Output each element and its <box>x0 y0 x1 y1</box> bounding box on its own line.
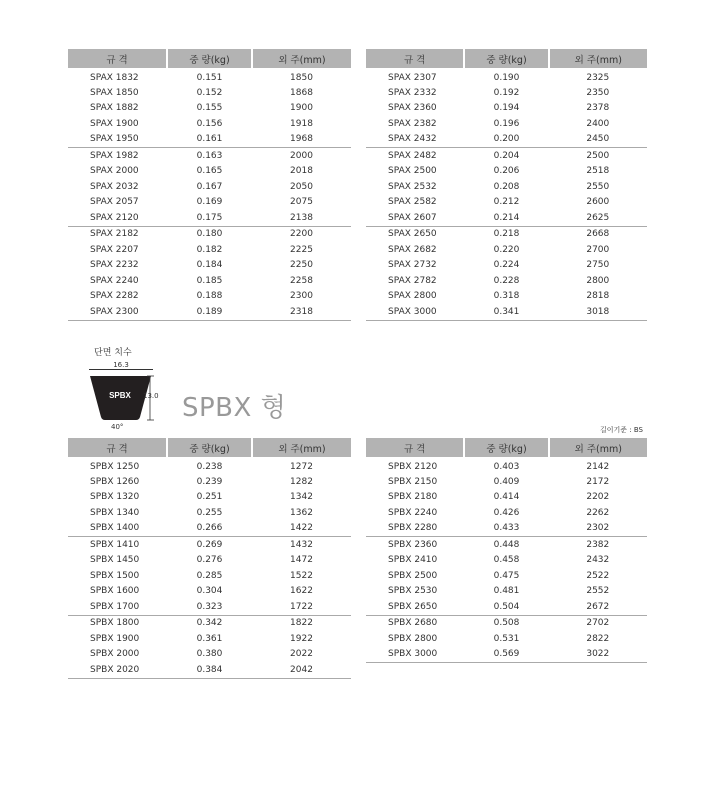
table-row <box>68 631 351 647</box>
table-row <box>366 116 647 132</box>
cell-spec: SPAX 2120 <box>68 210 167 226</box>
spax-table-left <box>68 49 351 321</box>
cell-circumference: 2200 <box>290 229 313 240</box>
cell-weight: 0.163 <box>196 150 223 161</box>
cell-weight: 0.448 <box>493 539 520 550</box>
cell-weight: 0.239 <box>196 476 223 487</box>
cell-weight: 0.161 <box>167 132 252 148</box>
cell-spec: SPAX 1950 <box>68 132 167 148</box>
cell-circumference: 2350 <box>586 87 610 98</box>
cell-circumference: 2050 <box>290 181 313 192</box>
dimension-width-line <box>89 369 153 370</box>
table-row <box>68 68 351 85</box>
cell-circumference: 2378 <box>586 103 610 114</box>
cell-spec: SPBX 1260 <box>90 476 140 487</box>
table-row <box>366 553 647 569</box>
cell-circumference: 1422 <box>252 521 351 537</box>
cell-circumference: 2700 <box>586 244 610 255</box>
dimension-angle: 40° <box>111 423 124 431</box>
cell-weight: 0.569 <box>464 647 548 663</box>
cell-weight: 0.251 <box>196 492 223 503</box>
cell-spec: SPBX 1410 <box>90 539 140 550</box>
cell-weight: 0.475 <box>493 570 520 581</box>
table-row <box>68 615 351 631</box>
cell-weight: 0.190 <box>493 73 520 83</box>
cell-circumference: 2382 <box>586 539 610 550</box>
cell-spec: SPBX 3000 <box>366 647 464 663</box>
cell-circumference: 1622 <box>290 586 313 597</box>
cell-spec: SPBX 2180 <box>388 492 438 503</box>
cell-weight: 0.208 <box>493 181 520 192</box>
cell-weight: 0.175 <box>167 210 252 226</box>
cell-circumference: 1522 <box>290 570 313 581</box>
cell-circumference: 1272 <box>290 462 313 472</box>
cell-circumference: 3022 <box>549 647 647 663</box>
cross-section-label: 단면 치수 <box>94 348 132 358</box>
cell-circumference: 2300 <box>290 291 313 302</box>
cell-weight: 0.196 <box>493 118 520 129</box>
table-row <box>366 85 647 101</box>
cell-weight: 0.341 <box>464 304 548 320</box>
cell-weight: 0.189 <box>167 304 252 320</box>
cell-spec: SPAX 2232 <box>90 260 139 271</box>
table-row <box>366 584 647 600</box>
table-row <box>68 647 351 663</box>
col-header-circumference: 외 주(mm) <box>252 438 351 457</box>
table-row <box>366 258 647 274</box>
cell-spec: SPBX 2650 <box>366 599 464 615</box>
cell-spec: SPBX 1320 <box>90 492 140 503</box>
cell-spec: SPBX 1800 <box>90 618 140 629</box>
cell-weight: 0.380 <box>196 649 223 660</box>
table-row <box>366 304 647 320</box>
cell-spec: SPBX 1450 <box>90 555 140 566</box>
cell-spec: SPAX 2500 <box>388 166 437 177</box>
cell-weight: 0.200 <box>464 132 548 148</box>
cell-circumference: 2822 <box>586 633 610 644</box>
cell-spec: SPBX 2410 <box>388 555 438 566</box>
cell-circumference: 2172 <box>586 476 610 487</box>
cell-weight: 0.165 <box>196 166 223 177</box>
table-row <box>68 148 351 164</box>
cell-spec: SPBX 2120 <box>388 462 438 472</box>
cell-weight: 0.214 <box>464 210 548 226</box>
cell-spec: SPAX 2057 <box>90 197 139 208</box>
cell-circumference: 2225 <box>290 244 313 255</box>
cell-weight: 0.218 <box>493 229 520 240</box>
table-row <box>68 258 351 274</box>
table-row <box>68 226 351 242</box>
cell-circumference: 1822 <box>290 618 313 629</box>
col-header-weight: 중 량(kg) <box>464 438 548 457</box>
table-row <box>366 631 647 647</box>
col-header-spec: 규 격 <box>366 438 464 457</box>
cell-weight: 0.255 <box>196 507 223 518</box>
cell-circumference: 2042 <box>252 662 351 678</box>
table-row <box>68 521 351 537</box>
cell-weight: 0.169 <box>196 197 223 208</box>
cell-circumference: 1472 <box>290 555 313 566</box>
table-row <box>68 132 351 148</box>
cell-circumference: 2800 <box>586 275 610 286</box>
cell-circumference: 2325 <box>586 73 610 83</box>
cell-spec: SPBX 2150 <box>388 476 438 487</box>
cell-spec: SPAX 1982 <box>90 150 139 161</box>
cell-spec: SPAX 2650 <box>388 229 437 240</box>
cell-spec: SPAX 2307 <box>388 73 437 83</box>
cell-spec: SPAX 2240 <box>90 275 139 286</box>
cell-weight: 0.361 <box>196 633 223 644</box>
cell-weight: 0.192 <box>493 87 520 98</box>
cell-circumference: 2302 <box>549 521 647 537</box>
cell-circumference: 2500 <box>586 150 610 161</box>
table-row <box>68 85 351 101</box>
cell-circumference: 1850 <box>290 73 313 83</box>
cell-spec: SPAX 2800 <box>388 291 437 302</box>
cell-spec: SPAX 2332 <box>388 87 437 98</box>
cell-weight: 0.206 <box>493 166 520 177</box>
cell-weight: 0.508 <box>493 618 520 629</box>
table-row <box>68 553 351 569</box>
cell-spec: SPAX 2482 <box>388 150 437 161</box>
cell-circumference: 2625 <box>549 210 647 226</box>
cell-spec: SPAX 2182 <box>90 229 139 240</box>
cell-spec: SPBX 2800 <box>388 633 438 644</box>
table-row <box>366 273 647 289</box>
cell-weight: 0.224 <box>493 260 520 271</box>
spbx-table-left <box>68 438 351 679</box>
cell-spec: SPAX 2532 <box>388 181 437 192</box>
cell-spec: SPAX 2300 <box>68 304 167 320</box>
cell-weight: 0.228 <box>493 275 520 286</box>
cell-weight: 0.285 <box>196 570 223 581</box>
cell-spec: SPAX 3000 <box>366 304 464 320</box>
table-row <box>366 226 647 242</box>
table-row <box>366 148 647 164</box>
cell-spec: SPAX 2000 <box>90 166 139 177</box>
cell-circumference: 2262 <box>586 507 610 518</box>
table-row <box>366 457 647 474</box>
table-row <box>68 599 351 615</box>
cell-circumference: 2672 <box>549 599 647 615</box>
col-header-weight: 중 량(kg) <box>167 49 252 68</box>
cell-circumference: 2250 <box>290 260 313 271</box>
cell-weight: 0.458 <box>493 555 520 566</box>
table-row <box>366 490 647 506</box>
table-row <box>68 242 351 258</box>
cell-circumference: 2600 <box>586 197 610 208</box>
cell-spec: SPAX 2582 <box>388 197 437 208</box>
cell-spec: SPAX 1832 <box>90 73 139 83</box>
table-row <box>366 537 647 553</box>
cell-spec: SPAX 1882 <box>90 103 139 114</box>
table-row <box>68 289 351 305</box>
cell-circumference: 2022 <box>290 649 313 660</box>
cell-weight: 0.403 <box>493 462 520 472</box>
cell-spec: SPBX 2020 <box>68 662 167 678</box>
cell-spec: SPAX 1900 <box>90 118 139 129</box>
cell-weight: 0.384 <box>167 662 252 678</box>
cell-weight: 0.409 <box>493 476 520 487</box>
cell-spec: SPAX 2207 <box>90 244 139 255</box>
table-row <box>68 474 351 490</box>
cell-circumference: 2550 <box>586 181 610 192</box>
cell-circumference: 1342 <box>290 492 313 503</box>
cell-spec: SPBX 2680 <box>388 618 438 629</box>
cell-weight: 0.238 <box>196 462 223 472</box>
cell-circumference: 2258 <box>290 275 313 286</box>
cell-spec: SPAX 2360 <box>388 103 437 114</box>
cell-circumference: 2138 <box>252 210 351 226</box>
table-row <box>68 505 351 521</box>
cell-spec: SPBX 2530 <box>388 586 438 597</box>
cell-circumference: 2750 <box>586 260 610 271</box>
table-row <box>366 68 647 85</box>
cell-weight: 0.276 <box>196 555 223 566</box>
cell-circumference: 2075 <box>290 197 313 208</box>
table-row <box>366 132 647 148</box>
table-row <box>68 457 351 474</box>
cell-spec: SPBX 2240 <box>388 507 438 518</box>
table-row <box>68 273 351 289</box>
table-row <box>366 647 647 663</box>
cell-weight: 0.152 <box>196 87 223 98</box>
cell-weight: 0.188 <box>196 291 223 302</box>
cell-spec: SPBX 1700 <box>68 599 167 615</box>
table-row <box>68 584 351 600</box>
cell-weight: 0.426 <box>493 507 520 518</box>
cell-weight: 0.185 <box>196 275 223 286</box>
table-row <box>68 179 351 195</box>
cell-circumference: 2450 <box>549 132 647 148</box>
cell-weight: 0.194 <box>493 103 520 114</box>
cell-circumference: 2432 <box>586 555 610 566</box>
cell-weight: 0.318 <box>493 291 520 302</box>
cell-spec: SPBX 1250 <box>90 462 140 472</box>
cell-spec: SPAX 1850 <box>90 87 139 98</box>
cell-weight: 0.156 <box>196 118 223 129</box>
col-header-spec: 규 격 <box>366 49 464 68</box>
table-row <box>68 537 351 553</box>
table-row <box>68 568 351 584</box>
cell-circumference: 2522 <box>586 570 610 581</box>
type-title: SPBX 형 <box>182 393 287 423</box>
col-header-spec: 규 격 <box>68 49 167 68</box>
cell-spec: SPAX 2382 <box>388 118 437 129</box>
cell-spec: SPBX 2500 <box>388 570 438 581</box>
cell-weight: 0.342 <box>196 618 223 629</box>
col-header-weight: 중 량(kg) <box>464 49 548 68</box>
cell-circumference: 1918 <box>290 118 313 129</box>
cell-weight: 0.204 <box>493 150 520 161</box>
table-row <box>68 304 351 320</box>
table-row <box>68 662 351 678</box>
table-row <box>366 599 647 615</box>
cell-weight: 0.182 <box>196 244 223 255</box>
cell-spec: SPBX 2000 <box>90 649 140 660</box>
table-row <box>366 615 647 631</box>
dimension-height: 13.0 <box>143 392 159 400</box>
table-row <box>366 101 647 117</box>
spax-table-right <box>366 49 647 321</box>
cell-weight: 0.167 <box>196 181 223 192</box>
cell-spec: SPAX 2607 <box>366 210 464 226</box>
table-row <box>366 289 647 305</box>
cell-circumference: 2000 <box>290 150 313 161</box>
cell-circumference: 2518 <box>586 166 610 177</box>
cell-circumference: 2668 <box>586 229 610 240</box>
table-row <box>366 179 647 195</box>
cell-circumference: 2018 <box>290 166 313 177</box>
cell-circumference: 2400 <box>586 118 610 129</box>
cell-spec: SPAX 2682 <box>388 244 437 255</box>
cell-weight: 0.504 <box>464 599 548 615</box>
cell-circumference: 2202 <box>586 492 610 503</box>
cell-circumference: 1432 <box>290 539 313 550</box>
cell-spec: SPBX 1600 <box>90 586 140 597</box>
table-row <box>366 505 647 521</box>
col-header-circumference: 외 주(mm) <box>549 49 647 68</box>
cell-spec: SPBX 1500 <box>90 570 140 581</box>
cell-weight: 0.220 <box>493 244 520 255</box>
col-header-circumference: 외 주(mm) <box>252 49 351 68</box>
table-row <box>366 242 647 258</box>
cell-weight: 0.481 <box>493 586 520 597</box>
cell-spec: SPBX 2360 <box>388 539 438 550</box>
cell-weight: 0.531 <box>493 633 520 644</box>
cell-spec: SPAX 2432 <box>366 132 464 148</box>
belt-label: SPBX <box>109 391 131 400</box>
col-header-spec: 규 격 <box>68 438 167 457</box>
table-row <box>68 116 351 132</box>
table-row <box>366 521 647 537</box>
table-row <box>366 195 647 211</box>
cell-weight: 0.180 <box>196 229 223 240</box>
table-row <box>68 210 351 226</box>
cell-spec: SPBX 1900 <box>90 633 140 644</box>
cell-weight: 0.212 <box>493 197 520 208</box>
length-standard-note: 길이기준 : BS <box>600 426 643 434</box>
cell-weight: 0.304 <box>196 586 223 597</box>
cell-circumference: 1868 <box>290 87 313 98</box>
table-row <box>68 164 351 180</box>
table-row <box>366 568 647 584</box>
cell-weight: 0.323 <box>167 599 252 615</box>
col-header-circumference: 외 주(mm) <box>549 438 647 457</box>
cell-weight: 0.414 <box>493 492 520 503</box>
cell-circumference: 3018 <box>549 304 647 320</box>
cell-weight: 0.433 <box>464 521 548 537</box>
col-header-weight: 중 량(kg) <box>167 438 252 457</box>
cell-circumference: 1722 <box>252 599 351 615</box>
cell-spec: SPBX 1400 <box>68 521 167 537</box>
table-row <box>366 210 647 226</box>
cell-circumference: 2552 <box>586 586 610 597</box>
table-row <box>366 164 647 180</box>
cell-weight: 0.269 <box>196 539 223 550</box>
cell-spec: SPAX 2782 <box>388 275 437 286</box>
cell-spec: SPAX 2732 <box>388 260 437 271</box>
cell-circumference: 1922 <box>290 633 313 644</box>
cell-weight: 0.155 <box>196 103 223 114</box>
cell-circumference: 2142 <box>586 462 610 472</box>
cell-spec: SPAX 2032 <box>90 181 139 192</box>
cell-spec: SPBX 1340 <box>90 507 140 518</box>
cell-weight: 0.184 <box>196 260 223 271</box>
spbx-table-right <box>366 438 647 663</box>
cell-spec: SPBX 2280 <box>366 521 464 537</box>
cell-spec: SPAX 2282 <box>90 291 139 302</box>
table-row <box>68 101 351 117</box>
cell-circumference: 2818 <box>586 291 610 302</box>
table-row <box>68 490 351 506</box>
cell-weight: 0.151 <box>196 73 223 83</box>
cell-circumference: 2702 <box>586 618 610 629</box>
cell-circumference: 1900 <box>290 103 313 114</box>
table-row <box>68 195 351 211</box>
cell-circumference: 1968 <box>252 132 351 148</box>
cell-circumference: 1362 <box>290 507 313 518</box>
cell-weight: 0.266 <box>167 521 252 537</box>
cell-circumference: 1282 <box>290 476 313 487</box>
cell-circumference: 2318 <box>252 304 351 320</box>
dimension-width: 16.3 <box>113 361 129 369</box>
table-row <box>366 474 647 490</box>
